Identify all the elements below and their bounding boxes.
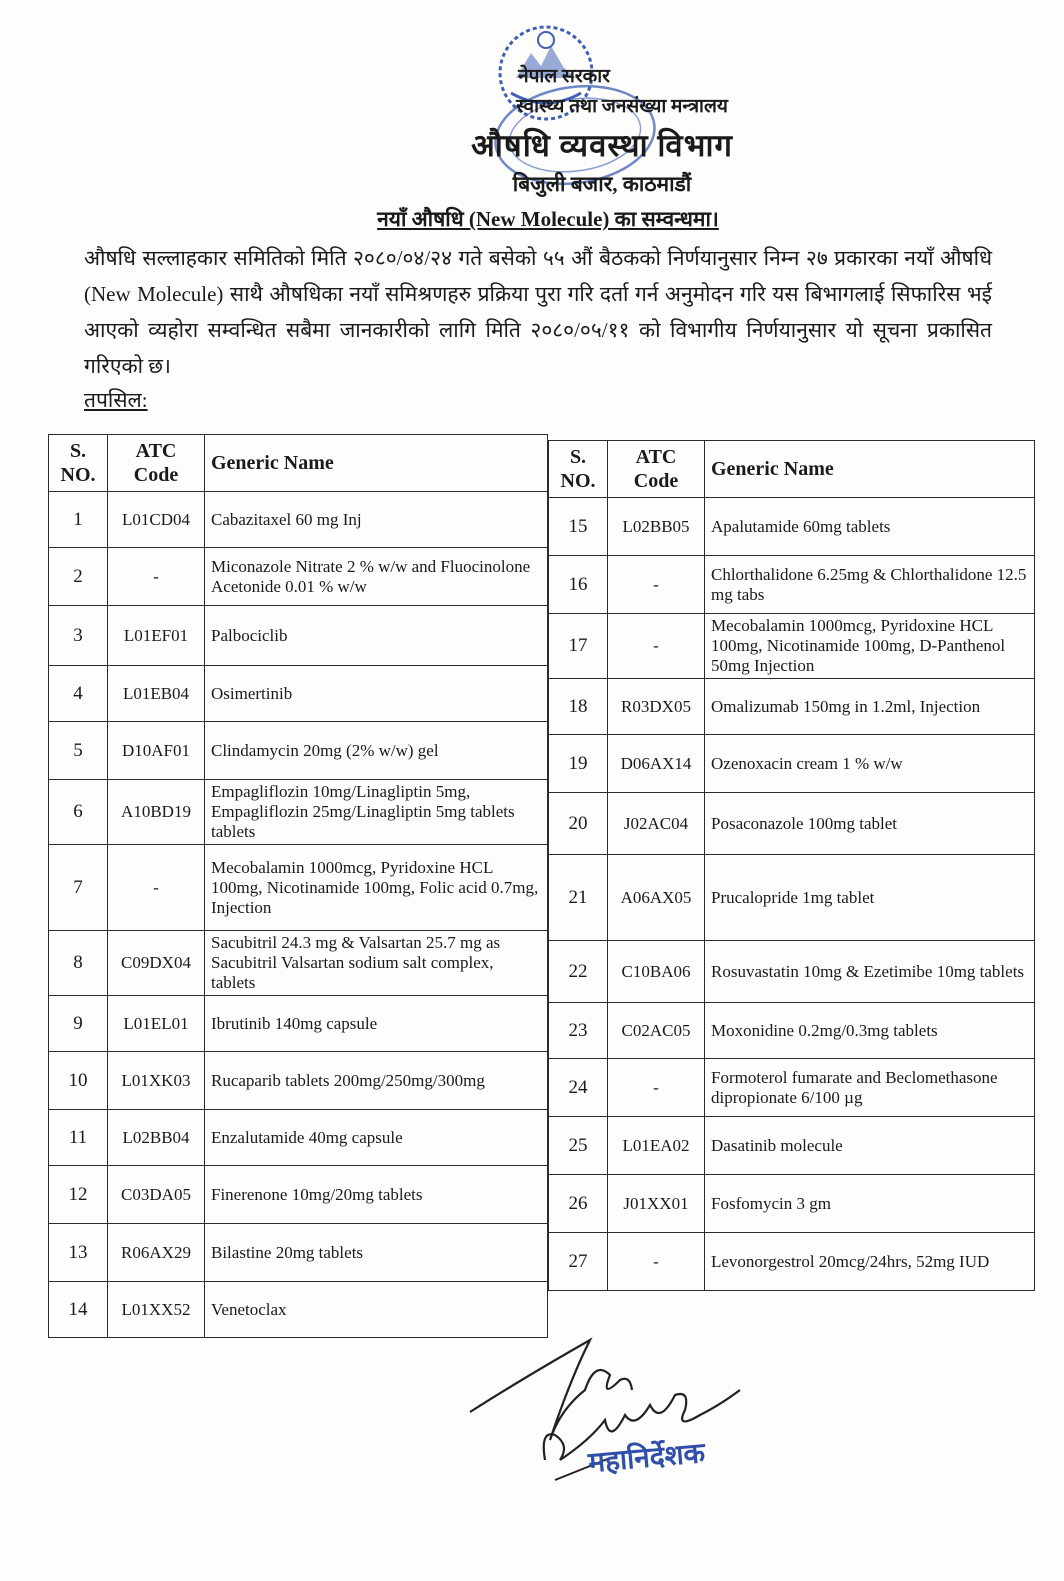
table-row (549, 1175, 1035, 1233)
table-row (549, 1059, 1035, 1117)
row-atc-code: C02AC05 (608, 1003, 705, 1059)
row-generic-name: Sacubitril 24.3 mg & Valsartan 25.7 mg as Sacubitril Valsartan sodium salt complex, tablets (205, 931, 548, 996)
row-generic-name: Clindamycin 20mg (2% w/w) gel (205, 722, 548, 780)
table-row (549, 614, 1035, 679)
row-generic-name: Finerenone 10mg/20mg tablets (205, 1166, 548, 1224)
table-row (549, 735, 1035, 793)
row-atc-code: L01CD04 (108, 492, 205, 548)
row-generic-name: Omalizumab 150mg in 1.2ml, Injection (705, 679, 1035, 735)
row-generic-name: Mecobalamin 1000mcg, Pyridoxine HCL 100mg, Nicotinamide 100mg, D-Panthenol 50mg Injection (705, 614, 1035, 679)
details-label: तपसिल: (84, 388, 148, 412)
table-row (49, 931, 548, 996)
row-sno: 10 (49, 1052, 108, 1110)
row-sno: 14 (49, 1282, 108, 1338)
row-sno: 24 (549, 1059, 608, 1117)
row-atc-code: C03DA05 (108, 1166, 205, 1224)
row-sno: 18 (549, 679, 608, 735)
table-row (49, 996, 548, 1052)
table-header-row (49, 435, 548, 492)
table-row (549, 556, 1035, 614)
header-generic-name: Generic Name (705, 441, 1035, 498)
row-generic-name: Cabazitaxel 60 mg Inj (205, 492, 548, 548)
row-generic-name: Prucalopride 1mg tablet (705, 855, 1035, 941)
row-atc-code: C10BA06 (608, 941, 705, 1003)
header-generic-name: Generic Name (205, 435, 548, 492)
row-generic-name: Ozenoxacin cream 1 % w/w (705, 735, 1035, 793)
row-atc-code: C09DX04 (108, 931, 205, 996)
table-row (549, 793, 1035, 855)
row-sno: 2 (49, 548, 108, 606)
row-sno: 7 (49, 845, 108, 931)
table-header-row (549, 441, 1035, 498)
row-generic-name: Osimertinib (205, 666, 548, 722)
row-atc-code: J02AC04 (608, 793, 705, 855)
row-sno: 23 (549, 1003, 608, 1059)
row-atc-code: A06AX05 (608, 855, 705, 941)
row-sno: 8 (49, 931, 108, 996)
row-atc-code: R06AX29 (108, 1224, 205, 1282)
table-row (49, 1052, 548, 1110)
row-atc-code: L01XX52 (108, 1282, 205, 1338)
drug-table-right (548, 440, 1035, 1291)
header-sno: S. NO. (549, 441, 608, 498)
row-atc-code: L01XK03 (108, 1052, 205, 1110)
row-sno: 16 (549, 556, 608, 614)
notice-body: औषधि सल्लाहकार समितिको मिति २०८०/०४/२४ गते बसेको ५५ औं बैठकको निर्णयानुसार निम्न २७ प्रकारका नयाँ औषधि (New Molecule) साथै औषधिका नयाँ समिश्रणहरु प्रक्रिया पुरा गरि दर्ता गर्न अनुमोदन गरि यस बिभागलाई सिफारिस भई आएको व्यहोरा सम्वन्धित सबैमा जानकारीको लागि मिति २०८०/०५/११ को विभागीय निर्णयानुसार यो सूचना प्रकासित गरिएको छ। (84, 246, 992, 378)
row-generic-name: Rucaparib tablets 200mg/250mg/300mg (205, 1052, 548, 1110)
table-row (49, 666, 548, 722)
table-row (49, 492, 548, 548)
row-generic-name: Bilastine 20mg tablets (205, 1224, 548, 1282)
table-row (549, 1117, 1035, 1175)
row-atc-code: D10AF01 (108, 722, 205, 780)
table-row (549, 1233, 1035, 1291)
table-row (49, 548, 548, 606)
row-sno: 25 (549, 1117, 608, 1175)
row-sno: 5 (49, 722, 108, 780)
row-generic-name: Enzalutamide 40mg capsule (205, 1110, 548, 1166)
row-atc-code: L02BB04 (108, 1110, 205, 1166)
row-sno: 19 (549, 735, 608, 793)
row-atc-code: L01EF01 (108, 606, 205, 666)
table-row (549, 498, 1035, 556)
row-atc-code: - (608, 556, 705, 614)
row-sno: 11 (49, 1110, 108, 1166)
row-sno: 1 (49, 492, 108, 548)
drug-table-left (48, 434, 548, 1338)
row-sno: 26 (549, 1175, 608, 1233)
row-atc-code: L02BB05 (608, 498, 705, 556)
row-atc-code: - (608, 614, 705, 679)
table-row (49, 1166, 548, 1224)
row-atc-code: L01EA02 (608, 1117, 705, 1175)
row-generic-name: Formoterol fumarate and Beclomethasone dipropionate 6/100 µg (705, 1059, 1035, 1117)
row-atc-code: D06AX14 (608, 735, 705, 793)
ministry-name: स्वास्थ्य तथा जनसंख्या मन्त्रालय (516, 96, 728, 117)
row-atc-code: L01EL01 (108, 996, 205, 1052)
row-generic-name: Venetoclax (205, 1282, 548, 1338)
header-atc-code: ATC Code (608, 441, 705, 498)
row-sno: 21 (549, 855, 608, 941)
row-generic-name: Fosfomycin 3 gm (705, 1175, 1035, 1233)
notice-subject: नयाँ औषधि (New Molecule) का सम्वन्धमा। (377, 207, 719, 231)
row-atc-code: - (108, 845, 205, 931)
row-atc-code: - (108, 548, 205, 606)
row-sno: 12 (49, 1166, 108, 1224)
row-atc-code: A10BD19 (108, 780, 205, 845)
row-generic-name: Palbociclib (205, 606, 548, 666)
row-generic-name: Empagliflozin 10mg/Linagliptin 5mg, Empagliflozin 25mg/Linagliptin 5mg tablets tablets (205, 780, 548, 845)
row-generic-name: Mecobalamin 1000mcg, Pyridoxine HCL 100mg, Nicotinamide 100mg, Folic acid 0.7mg, Injection (205, 845, 548, 931)
department-name: औषधि व्यवस्था विभाग (471, 128, 733, 163)
row-generic-name: Chlorthalidone 6.25mg & Chlorthalidone 12.5 mg tabs (705, 556, 1035, 614)
row-sno: 15 (549, 498, 608, 556)
table-row (49, 722, 548, 780)
table-row (549, 1003, 1035, 1059)
row-atc-code: - (608, 1059, 705, 1117)
row-generic-name: Moxonidine 0.2mg/0.3mg tablets (705, 1003, 1035, 1059)
row-atc-code: R03DX05 (608, 679, 705, 735)
header-sno: S. NO. (49, 435, 108, 492)
row-generic-name: Miconazole Nitrate 2 % w/w and Fluocinolone Acetonide 0.01 % w/w (205, 548, 548, 606)
table-row (549, 855, 1035, 941)
row-generic-name: Apalutamide 60mg tablets (705, 498, 1035, 556)
row-atc-code: L01EB04 (108, 666, 205, 722)
row-generic-name: Posaconazole 100mg tablet (705, 793, 1035, 855)
government-name: नेपाल सरकार (518, 66, 610, 87)
row-sno: 22 (549, 941, 608, 1003)
row-atc-code: - (608, 1233, 705, 1291)
table-row (49, 1224, 548, 1282)
designation-stamp: महानिर्देशक (586, 1435, 707, 1480)
row-sno: 27 (549, 1233, 608, 1291)
table-row (549, 679, 1035, 735)
row-generic-name: Ibrutinib 140mg capsule (205, 996, 548, 1052)
header-atc-code: ATC Code (108, 435, 205, 492)
row-sno: 20 (549, 793, 608, 855)
row-sno: 4 (49, 666, 108, 722)
table-row (49, 845, 548, 931)
row-atc-code: J01XX01 (608, 1175, 705, 1233)
table-row (49, 606, 548, 666)
table-row (49, 780, 548, 845)
table-row (49, 1110, 548, 1166)
row-generic-name: Rosuvastatin 10mg & Ezetimibe 10mg tablets (705, 941, 1035, 1003)
row-sno: 13 (49, 1224, 108, 1282)
row-sno: 9 (49, 996, 108, 1052)
row-sno: 6 (49, 780, 108, 845)
row-generic-name: Dasatinib molecule (705, 1117, 1035, 1175)
row-sno: 3 (49, 606, 108, 666)
row-sno: 17 (549, 614, 608, 679)
row-generic-name: Levonorgestrol 20mcg/24hrs, 52mg IUD (705, 1233, 1035, 1291)
department-location: बिजुली बजार, काठमाडौं (512, 172, 692, 196)
table-row (549, 941, 1035, 1003)
